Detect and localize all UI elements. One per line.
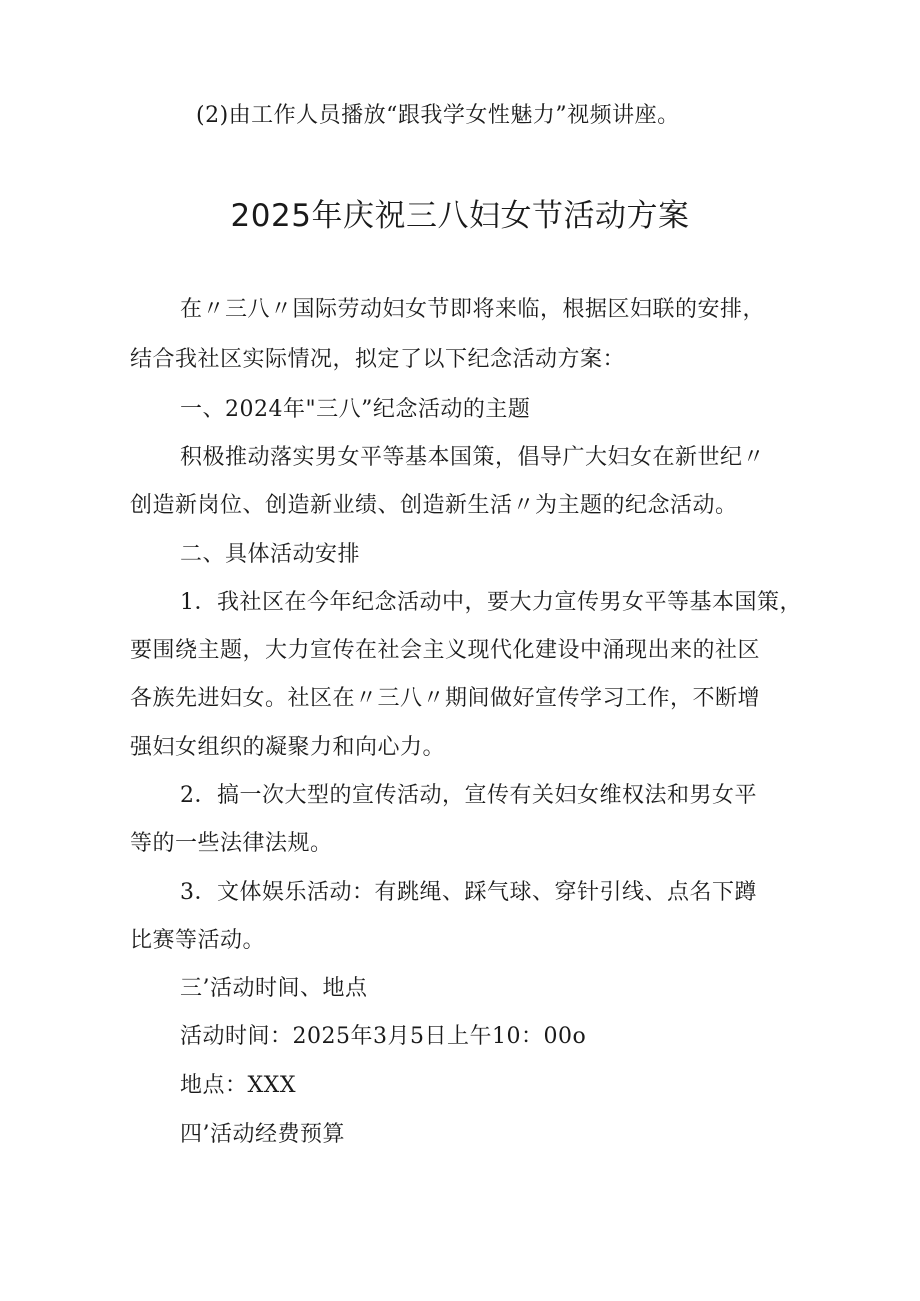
- document-title: 2025年庆祝三八妇女节活动方案: [230, 198, 690, 234]
- intro-line-2: 结合我社区实际情况，拟定了以下纪念活动方案：: [130, 347, 626, 372]
- section-2-heading: 二、具体活动安排: [180, 542, 361, 567]
- activity-place: 地点：XXX: [180, 1073, 296, 1098]
- item-2-line-2: 等的一些法律法规。: [130, 831, 333, 856]
- item-1-line-1: 1．我社区在今年纪念活动中，要大力宣传男女平等基本国策，: [180, 590, 802, 615]
- activity-time: 活动时间：2025年3月5日上午10：00o: [180, 1024, 587, 1049]
- section-3-heading: 三’活动时间、地点: [180, 976, 368, 1001]
- item-1-line-3: 各族先进妇女。社区在〃三八〃期间做好宣传学习工作，不断增: [130, 686, 761, 711]
- item-2-line-1: 2．搞一次大型的宣传活动，宣传有关妇女维权法和男女平: [180, 783, 757, 808]
- section-1-line-2: 创造新岗位、创造新业绩、创造新生活〃为主题的纪念活动。: [130, 493, 738, 518]
- section-4-heading: 四’活动经费预算: [180, 1122, 345, 1147]
- item-3-line-2: 比赛等活动。: [130, 928, 266, 953]
- section-1-heading: 一、2024年"三八”纪念活动的主题: [180, 397, 531, 422]
- section-1-line-1: 积极推动落实男女平等基本国策，倡导广大妇女在新世纪〃: [180, 445, 766, 470]
- sub-item-2-line: (2)由工作人员播放“跟我学女性魅力”视频讲座。: [196, 103, 680, 128]
- item-3-line-1: 3．文体娱乐活动：有跳绳、踩气球、穿针引线、点名下蹲: [180, 880, 757, 905]
- item-1-line-4: 强妇女组织的凝聚力和向心力。: [130, 735, 446, 760]
- item-1-line-2: 要围绕主题，大力宣传在社会主义现代化建设中涌现出来的社区: [130, 638, 761, 663]
- intro-line-1: 在〃三八〃国际劳动妇女节即将来临，根据区妇联的安排，: [180, 297, 766, 322]
